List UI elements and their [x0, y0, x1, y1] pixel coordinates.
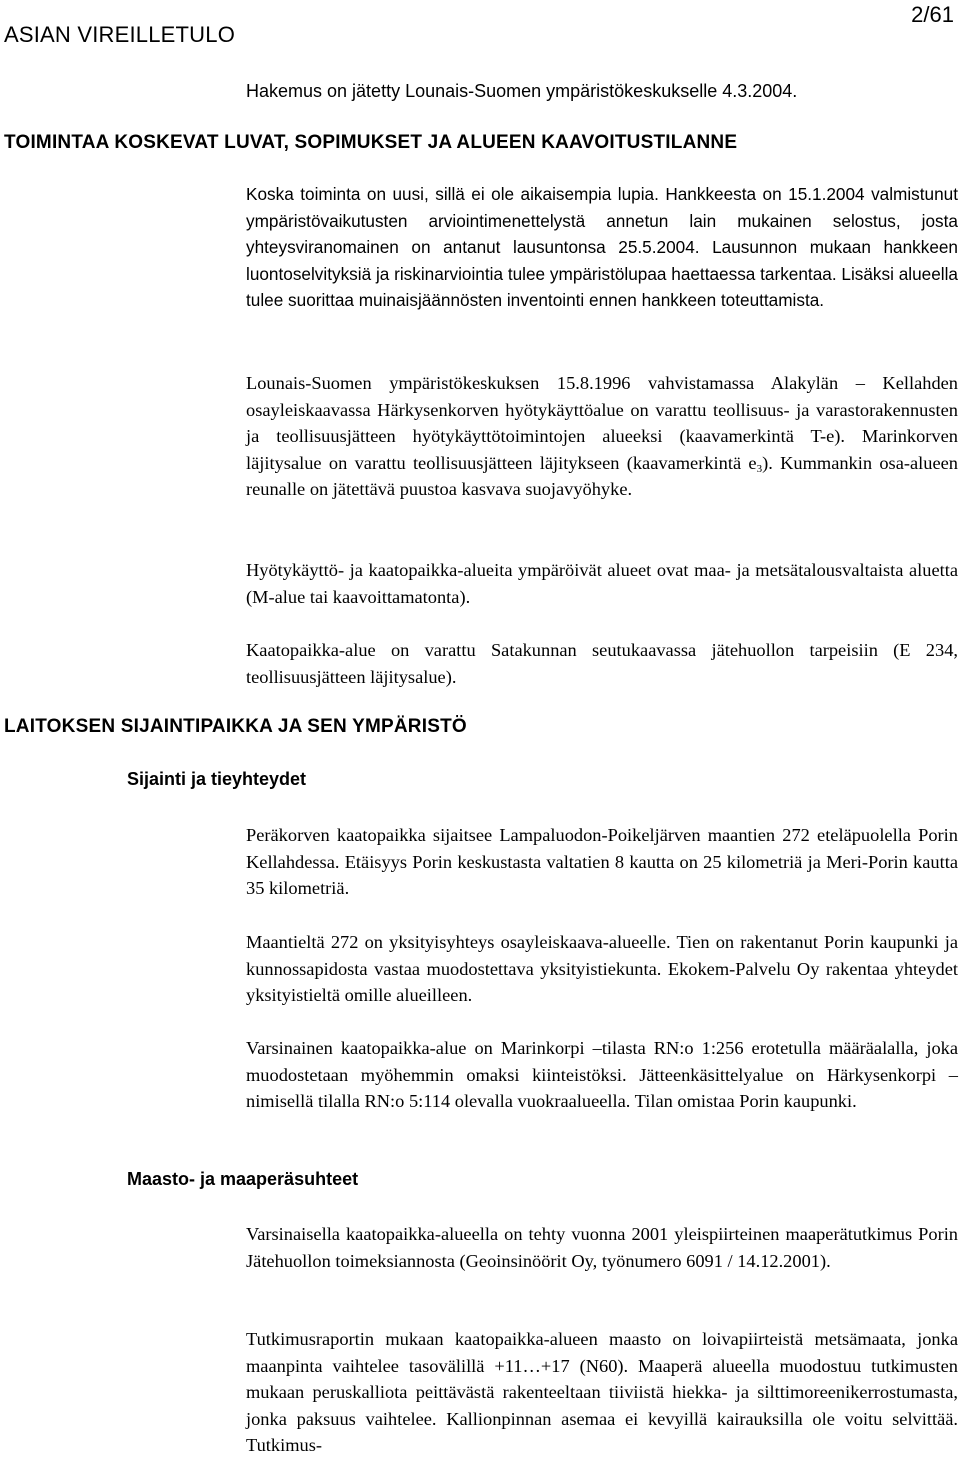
paragraph-text: Maantieltä 272 on yksityisyhteys osayleiskaava-alueelle. Tien on rakentanut Porin kaupunki ja kunnossapidosta vastaa muodostettava yksityistiekunta. Ekokem-Palvelu Oy rakentaa yhteydet yksityistieltä omille alueilleen. [246, 932, 958, 1006]
paragraph-text: Tutkimusraportin mukaan kaatopaikka-alueen maasto on loivapiirteistä metsämaata, jonka maanpinta vaihtelee tasovälillä +11…+17 (N60). Maaperä alueella muodostuu tutkimusten mukaan peruskalliota peittävästä rakenteeltaan tiiviistä hiekka- ja silttimoreenikerrostumasta, jonka paksuus vaihtelee. Kallionpinnan asemaa ei kevyillä kairauksilla ole voitu selvittää. Tutkimus- [246, 1329, 958, 1456]
section-heading-location: LAITOKSEN SIJAINTIPAIKKA JA SEN YMPÄRISTÖ [4, 716, 467, 737]
access-paragraph-3 [246, 1035, 958, 1115]
permits-paragraph-1 [246, 181, 958, 314]
document-header-title: ASIAN VIREILLETULO [4, 22, 236, 47]
subsection-heading-access: Sijainti ja tieyhteydet [127, 769, 307, 789]
permits-paragraph-4 [246, 637, 958, 690]
permits-paragraph-2 [246, 370, 958, 503]
paragraph-text: Varsinaisella kaatopaikka-alueella on tehty vuonna 2001 yleispiirteinen maaperätutkimus Porin Jätehuollon toimeksiannosta (Geoinsinöörit Oy, työnumero 6091 / 14.12.2001). [246, 1224, 958, 1271]
paragraph-text-part: ). Kummankin osa-alueen reunalle on jätettävä puustoa kasvava suojavyöhyke. [246, 452, 958, 500]
paragraph-text: Hyötykäyttö- ja kaatopaikka-alueita ympäröivät alueet ovat maa- ja metsätalousvaltaista aluetta (M-alue tai kaavoittamatonta). [246, 560, 958, 607]
subscript: 3 [756, 462, 763, 475]
paragraph-text [246, 370, 958, 503]
subsection-heading-terrain: Maasto- ja maaperäsuhteet [127, 1169, 359, 1189]
terrain-paragraph-2 [246, 1326, 958, 1459]
paragraph-text: Peräkorven kaatopaikka sijaitsee Lampaluodon-Poikeljärven maantien 272 eteläpuolella Porin Kellahdessa. Etäisyys Porin keskustasta valtatien 8 kautta on 25 kilometriä ja Meri-Porin kautta 35 kilometriä. [246, 825, 958, 899]
terrain-paragraph-1 [246, 1221, 958, 1274]
paragraph-text: Kaatopaikka-alue on varattu Satakunnan seutukaavassa jätehuollon tarpeisiin (E 234, teollisuusjätteen läjitysalue). [246, 640, 958, 687]
paragraph-text-part: Lounais-Suomen ympäristökeskuksen 15.8.1996 vahvistamassa Alakylän – Kellahden osayleiskaavassa Härkysenkorven hyötykäyttöalue on varattu teollisuus- ja varastorakennusten ja teollisuusjätteen hyötykäyttötoimintojen alueeksi (kaavamerkintä T-e). Marinkorven läjitysalue on varattu teollisuusjätteen läjitykseen (kaavamerkintä e [246, 373, 958, 473]
access-paragraph-1 [246, 822, 958, 902]
section-heading-permits: TOIMINTAA KOSKEVAT LUVAT, SOPIMUKSET JA ALUEEN KAAVOITUSTILANNE [4, 132, 738, 153]
intro-text: Hakemus on jätetty Lounais-Suomen ympäristökeskukselle 4.3.2004. [246, 81, 798, 101]
paragraph-text: Varsinainen kaatopaikka-alue on Marinkorpi –tilasta RN:o 1:256 erotetulla määräalalla, joka muodostetaan myöhemmin omaksi kiinteistöksi. Jätteenkäsittelyalue on Härkysenkorpi –nimisellä tilalla RN:o 5:114 olevalla vuokraalueella. Tilan omistaa Porin kaupunki. [246, 1038, 958, 1112]
paragraph-text: Koska toiminta on uusi, sillä ei ole aikaisempia lupia. Hankkeesta on 15.1.2004 valmistunut ympäristövaikutusten arviointimenettelystä annetun lain mukainen selostus, josta yhteysviranomainen on antanut lausuntonsa 25.5.2004. Lausunnon mukaan hankkeen luontoselvityksiä ja riskinarviointia tulee ympäristölupaa haettaessa tarkentaa. Lisäksi alueella tulee suorittaa muinaisjäännösten inventointi ennen hankkeen toteuttamista. [246, 184, 958, 311]
access-paragraph-2 [246, 929, 958, 1009]
page-number: 2/61 [911, 2, 954, 27]
permits-paragraph-3 [246, 557, 958, 610]
